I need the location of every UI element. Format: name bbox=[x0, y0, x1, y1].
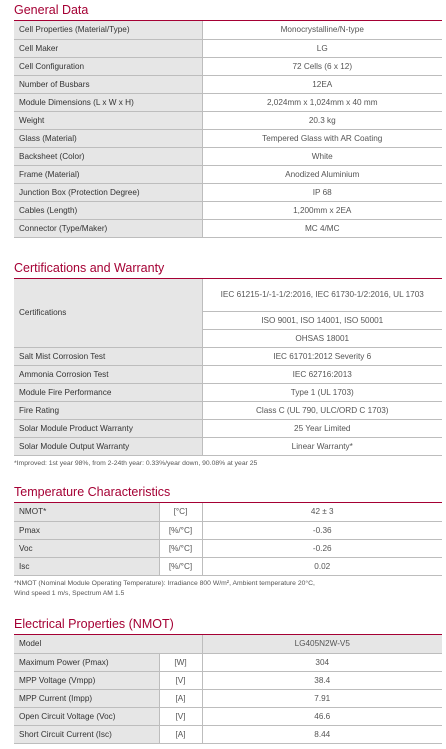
table-row bbox=[14, 57, 442, 75]
row-label: Maximum Power (Pmax) bbox=[14, 653, 159, 671]
row-unit: [V] bbox=[159, 671, 202, 689]
row-label: MPP Current (Impp) bbox=[14, 689, 159, 707]
row-value: IEC 62716:2013 bbox=[202, 365, 442, 383]
row-value: Tempered Glass with AR Coating bbox=[202, 129, 442, 147]
table-row bbox=[14, 201, 442, 219]
row-value: 72 Cells (6 x 12) bbox=[202, 57, 442, 75]
general-data-section bbox=[14, 3, 442, 238]
row-label: Voc bbox=[14, 539, 159, 557]
row-value: LG bbox=[202, 39, 442, 57]
table-row bbox=[14, 401, 442, 419]
row-label: Short Circuit Current (Isc) bbox=[14, 725, 159, 743]
row-value: Class C (UL 790, ULC/ORD C 1703) bbox=[202, 401, 442, 419]
warranty-note: *Improved: 1st year 98%, from 2-24th year: 0.33%/year down, 90.08% at year 25 bbox=[14, 459, 258, 467]
row-unit: [A] bbox=[159, 725, 202, 743]
row-value: 304 bbox=[202, 653, 442, 671]
table-row bbox=[14, 279, 442, 311]
table-row bbox=[14, 671, 442, 689]
row-label: Backsheet (Color) bbox=[14, 147, 202, 165]
row-label: Cables (Length) bbox=[14, 201, 202, 219]
row-value: 42 ± 3 bbox=[202, 503, 442, 521]
certifications-section bbox=[14, 261, 442, 469]
row-value: 2,024mm x 1,024mm x 40 mm bbox=[202, 93, 442, 111]
row-value: 7.91 bbox=[202, 689, 442, 707]
table-row bbox=[14, 707, 442, 725]
row-value: Anodized Aluminium bbox=[202, 165, 442, 183]
row-label: Cell Maker bbox=[14, 39, 202, 57]
table-row bbox=[14, 39, 442, 57]
row-value: 0.02 bbox=[202, 557, 442, 575]
temperature-title: Temperature Characteristics bbox=[14, 485, 442, 503]
row-label: Isc bbox=[14, 557, 159, 575]
table-row bbox=[14, 165, 442, 183]
table-row bbox=[14, 21, 442, 39]
table-row bbox=[14, 365, 442, 383]
row-label: Salt Mist Corrosion Test bbox=[14, 347, 202, 365]
table-row bbox=[14, 539, 442, 557]
row-label: Module Dimensions (L x W x H) bbox=[14, 93, 202, 111]
row-label: Open Circuit Voltage (Voc) bbox=[14, 707, 159, 725]
row-unit: [%/°C] bbox=[159, 521, 202, 539]
table-row bbox=[14, 419, 442, 437]
row-value: 1,200mm x 2EA bbox=[202, 201, 442, 219]
table-row bbox=[14, 437, 442, 455]
row-value: IP 68 bbox=[202, 183, 442, 201]
table-row bbox=[14, 75, 442, 93]
table-row bbox=[14, 653, 442, 671]
row-label: Solar Module Product Warranty bbox=[14, 419, 202, 437]
row-value: Linear Warranty* bbox=[202, 437, 442, 455]
row-unit: [°C] bbox=[159, 503, 202, 521]
electrical-section bbox=[14, 617, 442, 744]
nmot-note bbox=[14, 579, 442, 599]
table-row bbox=[14, 725, 442, 743]
electrical-table bbox=[14, 635, 442, 744]
row-label: MPP Voltage (Vmpp) bbox=[14, 671, 159, 689]
row-unit: [A] bbox=[159, 689, 202, 707]
nmot-note-line: *NMOT (Nominal Module Operating Temperature): Irradiance 800 W/m², Ambient temperature 20°C, bbox=[14, 579, 315, 587]
row-label: Junction Box (Protection Degree) bbox=[14, 183, 202, 201]
row-label: Ammonia Corrosion Test bbox=[14, 365, 202, 383]
row-label: Number of Busbars bbox=[14, 75, 202, 93]
row-label: Cell Configuration bbox=[14, 57, 202, 75]
table-row bbox=[14, 219, 442, 237]
certification-value: ISO 9001, ISO 14001, ISO 50001 bbox=[202, 311, 442, 329]
general-data-title: General Data bbox=[14, 3, 442, 21]
row-value: IEC 61701:2012 Severity 6 bbox=[202, 347, 442, 365]
row-unit: [%/°C] bbox=[159, 539, 202, 557]
row-label: Connector (Type/Maker) bbox=[14, 219, 202, 237]
row-value: Monocrystalline/N-type bbox=[202, 21, 442, 39]
table-row bbox=[14, 147, 442, 165]
model-value: LG405N2W-V5 bbox=[202, 635, 442, 653]
row-label: Solar Module Output Warranty bbox=[14, 437, 202, 455]
temperature-table bbox=[14, 503, 442, 576]
temperature-section bbox=[14, 485, 442, 599]
table-row bbox=[14, 557, 442, 575]
row-value: White bbox=[202, 147, 442, 165]
row-label: Fire Rating bbox=[14, 401, 202, 419]
row-label: NMOT* bbox=[14, 503, 159, 521]
table-row bbox=[14, 689, 442, 707]
nmot-note-line: Wind speed 1 m/s, Spectrum AM 1.5 bbox=[14, 589, 125, 597]
table-row bbox=[14, 347, 442, 365]
table-row bbox=[14, 183, 442, 201]
row-value: 38.4 bbox=[202, 671, 442, 689]
table-row bbox=[14, 93, 442, 111]
table-row bbox=[14, 521, 442, 539]
row-unit: [%/°C] bbox=[159, 557, 202, 575]
row-value: Type 1 (UL 1703) bbox=[202, 383, 442, 401]
general-data-table bbox=[14, 21, 442, 238]
certifications-table bbox=[14, 279, 442, 456]
row-label: Cell Properties (Material/Type) bbox=[14, 21, 202, 39]
row-value: 20.3 kg bbox=[202, 111, 442, 129]
row-unit: [V] bbox=[159, 707, 202, 725]
certifications-label: Certifications bbox=[14, 279, 202, 347]
certification-value: OHSAS 18001 bbox=[202, 329, 442, 347]
table-row bbox=[14, 503, 442, 521]
row-label: Pmax bbox=[14, 521, 159, 539]
row-unit: [W] bbox=[159, 653, 202, 671]
certifications-title: Certifications and Warranty bbox=[14, 261, 442, 279]
table-row bbox=[14, 111, 442, 129]
model-label: Model bbox=[14, 635, 202, 653]
row-value: 8.44 bbox=[202, 725, 442, 743]
row-value: 12EA bbox=[202, 75, 442, 93]
row-value: -0.26 bbox=[202, 539, 442, 557]
table-row bbox=[14, 383, 442, 401]
row-label: Frame (Material) bbox=[14, 165, 202, 183]
table-row bbox=[14, 129, 442, 147]
row-label: Glass (Material) bbox=[14, 129, 202, 147]
electrical-title: Electrical Properties (NMOT) bbox=[14, 617, 442, 635]
row-value: MC 4/MC bbox=[202, 219, 442, 237]
row-label: Weight bbox=[14, 111, 202, 129]
row-value: 25 Year Limited bbox=[202, 419, 442, 437]
row-label: Module Fire Performance bbox=[14, 383, 202, 401]
row-value: 46.6 bbox=[202, 707, 442, 725]
certification-value: IEC 61215-1/-1-1/2:2016, IEC 61730-1/2:2016, UL 1703 bbox=[202, 279, 442, 311]
table-row bbox=[14, 635, 442, 653]
row-value: -0.36 bbox=[202, 521, 442, 539]
